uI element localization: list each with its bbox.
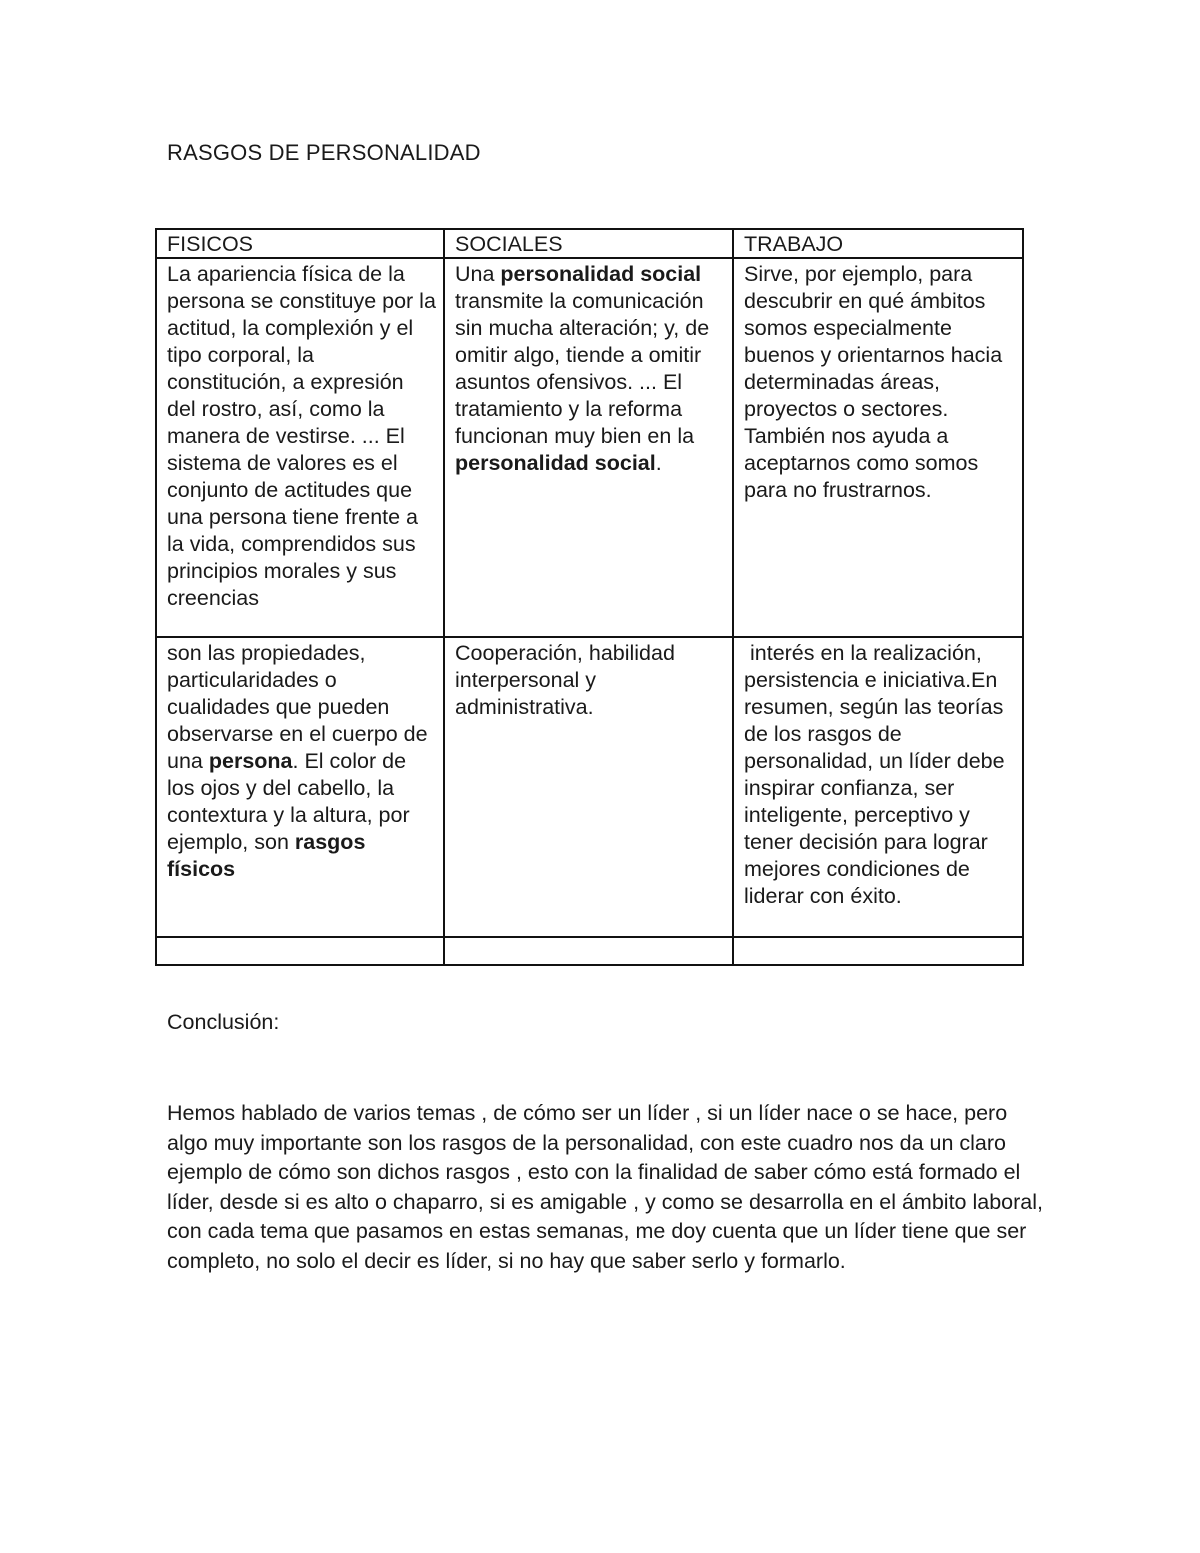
conclusion-label: Conclusión: (167, 1010, 280, 1034)
bold-term: persona (208, 749, 293, 773)
header-sociales: SOCIALES (444, 229, 733, 258)
table-row (156, 637, 1023, 937)
empty-cell (733, 937, 1023, 965)
conclusion-paragraph: Hemos hablado de varios temas , de cómo ser un líder , si un líder nace o se hace, pero algo muy importante son los rasgos de la personalidad, con este cuadro nos da un claro ejemplo de cómo son dichos rasgos , esto con la finalidad de saber cómo está formado el líder, desde si es alto o chaparro, si es amigable , y como se desarrolla en el ámbito laboral, con cada tema que pasamos en estas semanas, me doy cuenta que un líder tiene que ser completo, no solo el decir es líder, si no hay que saber serlo y formarlo. (167, 1101, 1043, 1273)
bold-term: rasgos físicos (167, 830, 366, 881)
cell-sociales-1 (444, 258, 733, 637)
bold-term: personalidad social (455, 451, 656, 475)
traits-table (155, 228, 1024, 966)
text-segment: transmite la comunicación sin mucha alteración; y, de omitir algo, tiende a omitir asuntos ofensivos. ... El tratamiento y la reforma funcionan muy bien en la (455, 289, 710, 448)
text-segment: Una (455, 262, 501, 286)
table-row-empty (156, 937, 1023, 965)
empty-cell (156, 937, 444, 965)
bold-term: personalidad social (500, 262, 702, 286)
text-segment: son las propiedades, particularidades o cualidades que pueden observarse en el cuerpo de una (167, 641, 428, 773)
cell-trabajo-2: interés en la realización, persistencia e iniciativa.En resumen, según las teorías de los rasgos de personalidad, un líder debe inspirar confianza, ser inteligente, perceptivo y tener decisión para lograr mejores condiciones de liderar con éxito. (733, 637, 1023, 937)
header-fisicos: FISICOS (156, 229, 444, 258)
cell-sociales-2: Cooperación, habilidad interpersonal y administrativa. (444, 637, 733, 937)
text-segment: . El color de los ojos y del cabello, la contextura y la altura, por ejemplo, son (167, 749, 410, 854)
table-row (156, 258, 1023, 637)
cell-fisicos-1: La apariencia física de la persona se constituye por la actitud, la complexión y el tipo corporal, la constitución, a expresión del rostro, así, como la manera de vestirse. ... El sistema de valores es el conjunto de actitudes que una persona tiene frente a la vida, comprendidos sus principios morales y sus creencias (156, 258, 444, 637)
cell-fisicos-2 (156, 637, 444, 937)
cell-trabajo-1: Sirve, por ejemplo, para descubrir en qué ámbitos somos especialmente buenos y orientarnos hacia determinadas áreas, proyectos o sectores. También nos ayuda a aceptarnos como somos para no frustrarnos. (733, 258, 1023, 637)
header-trabajo: TRABAJO (733, 229, 1023, 258)
page-title: RASGOS DE PERSONALIDAD (167, 140, 481, 165)
table-header-row (156, 229, 1023, 258)
empty-cell (444, 937, 733, 965)
text-segment: . (655, 451, 662, 475)
